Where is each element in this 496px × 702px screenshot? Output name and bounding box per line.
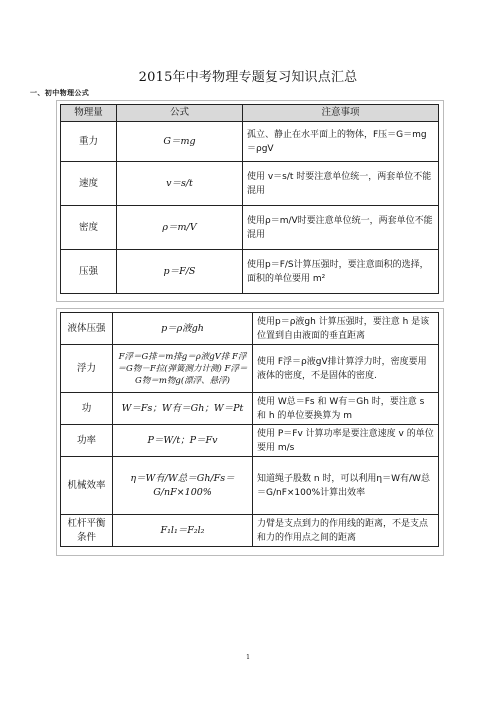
formula-cell: v＝s/t — [117, 162, 243, 206]
section-heading: 一、初中物理公式 — [30, 89, 90, 97]
formula-cell: G＝mg — [117, 122, 243, 162]
quantity-name: 液体压强 — [61, 313, 113, 345]
table-row — [61, 250, 439, 294]
formula-table-1 — [60, 104, 439, 294]
table-row — [61, 393, 439, 425]
formula-cell: F₁l₁＝F₂l₂ — [113, 515, 253, 547]
quantity-name: 浮力 — [61, 345, 113, 393]
table-row — [61, 515, 439, 547]
quantity-name: 功率 — [61, 425, 113, 457]
note-cell: 使用 F浮＝ρ液gV排计算浮力时，密度要用液体的密度，不是固体的密度. — [253, 345, 439, 393]
note-cell: 使用ρ＝m/V时要注意单位统一，两套单位不能混用 — [243, 206, 439, 250]
note-cell: 使用 v＝s/t 时要注意单位统一，两套单位不能混用 — [243, 162, 439, 206]
note-cell: 孤立、静止在水平面上的物体，F压＝G＝mg＝ρgV — [243, 122, 439, 162]
header-formula: 公式 — [117, 105, 243, 122]
page-number: 1 — [246, 654, 250, 661]
document-title: 2015年中考物理专题复习知识点汇总 — [138, 70, 358, 85]
formula-cell: P＝W/t；P＝Fv — [113, 425, 253, 457]
table1-header-row — [61, 105, 439, 122]
formula-cell: p＝ρ液gh — [113, 313, 253, 345]
quantity-name: 杠杆平衡条件 — [61, 515, 113, 547]
note-cell: 使用p＝F/S计算压强时，要注意面积的选择，面积的单位要用 m² — [243, 250, 439, 294]
quantity-name: 重力 — [61, 122, 117, 162]
quantity-name: 机械效率 — [61, 457, 113, 515]
table-row — [61, 425, 439, 457]
formula-table-2 — [60, 312, 439, 547]
quantity-name: 速度 — [61, 162, 117, 206]
table-row — [61, 206, 439, 250]
table-row — [61, 345, 439, 393]
note-cell: 使用 W总＝Fs 和 W有＝Gh 时，要注意 s 和 h 的单位要换算为 m — [253, 393, 439, 425]
header-quantity: 物理量 — [61, 105, 117, 122]
header-notes: 注意事项 — [243, 105, 439, 122]
table-row — [61, 162, 439, 206]
formula-cell: p＝F/S — [117, 250, 243, 294]
formula-cell: η＝W有/W总＝Gh/Fs＝G/nF×100% — [113, 457, 253, 515]
formula-cell: W＝Fs；W有＝Gh；W＝Pt — [113, 393, 253, 425]
note-cell: 知道绳子股数 n 时，可以利用η＝W有/W总＝G/nF×100%计算出效率 — [253, 457, 439, 515]
quantity-name: 密度 — [61, 206, 117, 250]
note-cell: 力臂是支点到力的作用线的距离，不是支点和力的作用点之间的距离 — [253, 515, 439, 547]
quantity-name: 压强 — [61, 250, 117, 294]
note-cell: 使用p＝ρ液gh 计算压强时，要注意 h 是该位置到自由液面的垂直距离 — [253, 313, 439, 345]
table-row — [61, 457, 439, 515]
formula-cell: F浮＝G排＝m排g＝ρ液gV排 F浮＝G物－F拉(弹簧测力计测) F浮＝G物＝m物g(漂浮、悬浮) — [113, 345, 253, 393]
table-row — [61, 122, 439, 162]
formula-cell: ρ＝m/V — [117, 206, 243, 250]
note-cell: 使用 P＝Fv 计算功率是要注意速度 v 的单位要用 m/s — [253, 425, 439, 457]
quantity-name: 功 — [61, 393, 113, 425]
table-row — [61, 313, 439, 345]
